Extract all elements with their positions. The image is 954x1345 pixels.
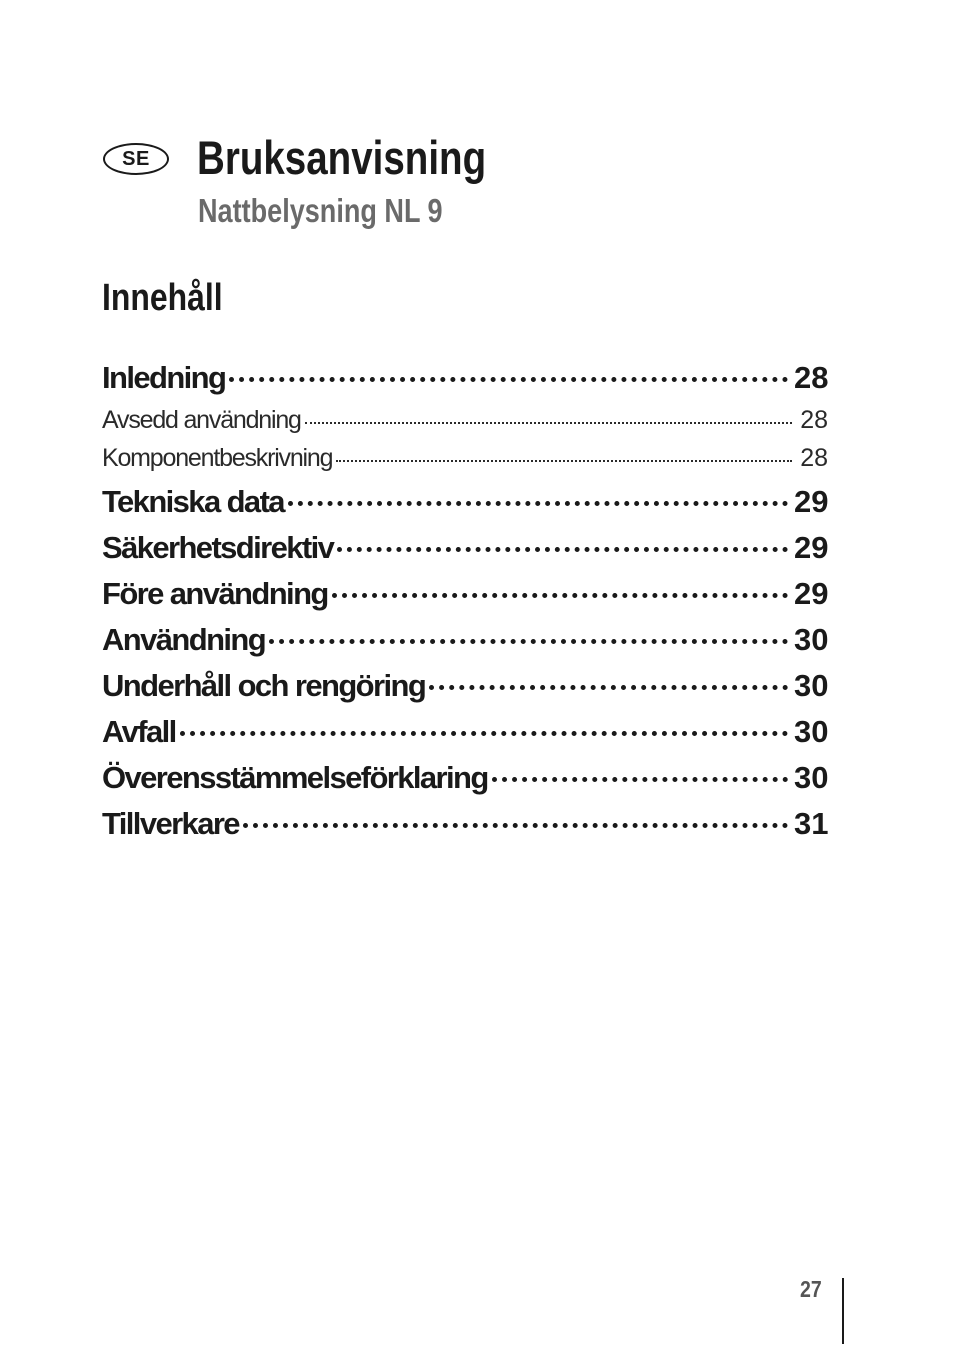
toc-dot-leader bbox=[243, 823, 788, 828]
toc-dot-leader bbox=[336, 460, 792, 462]
toc-entry[interactable] bbox=[102, 530, 828, 576]
toc-entry[interactable] bbox=[102, 714, 828, 760]
toc-heading: Innehåll bbox=[102, 277, 223, 319]
toc-entry[interactable] bbox=[102, 668, 828, 714]
toc-entry-page: 30 bbox=[794, 622, 829, 657]
page-margin-rule bbox=[842, 1278, 844, 1344]
toc-entry-label: Tekniska data bbox=[102, 484, 284, 519]
toc-dot-leader bbox=[332, 593, 788, 598]
toc-dot-leader bbox=[305, 422, 792, 424]
document-title: Bruksanvisning bbox=[197, 131, 487, 184]
toc-entry-label: Överensstämmelseförklaring bbox=[102, 760, 488, 795]
toc-entry[interactable] bbox=[102, 484, 828, 530]
toc-entry-label: Avsedd användning bbox=[102, 406, 301, 434]
toc-entry-page: 31 bbox=[794, 806, 829, 841]
toc-entry-page: 30 bbox=[794, 760, 829, 795]
toc-entry[interactable] bbox=[102, 360, 828, 406]
toc-entry-label: Komponentbeskrivning bbox=[102, 444, 333, 472]
toc-subentry[interactable] bbox=[102, 406, 828, 444]
toc-subentry[interactable] bbox=[102, 444, 828, 482]
language-badge: SE bbox=[103, 143, 169, 175]
toc-entry-label: Avfall bbox=[102, 714, 176, 749]
toc-entry-label: Inledning bbox=[102, 360, 226, 395]
toc-entry-label: Underhåll och rengöring bbox=[102, 668, 426, 703]
toc-entry-label: Före användning bbox=[102, 576, 328, 611]
toc-entry-page: 29 bbox=[794, 530, 829, 565]
toc-dot-leader bbox=[429, 685, 788, 690]
toc-entry[interactable] bbox=[102, 806, 828, 852]
toc-dot-leader bbox=[492, 777, 788, 782]
toc-dot-leader bbox=[180, 731, 788, 736]
toc-entry-label: Användning bbox=[102, 622, 266, 657]
toc-entry-page: 28 bbox=[800, 444, 828, 472]
toc-entry-page: 29 bbox=[794, 576, 829, 611]
toc-entry-page: 29 bbox=[794, 484, 829, 519]
toc-entry-page: 28 bbox=[800, 406, 828, 434]
toc-dot-leader bbox=[269, 639, 788, 644]
toc-entry-page: 30 bbox=[794, 714, 829, 749]
toc-entry-label: Tillverkare bbox=[102, 806, 239, 841]
toc-entry-page: 30 bbox=[794, 668, 829, 703]
toc-entry-label: Säkerhetsdirektiv bbox=[102, 530, 334, 565]
document-subtitle: Nattbelysning NL 9 bbox=[198, 192, 443, 229]
page-number: 27 bbox=[800, 1276, 822, 1302]
toc-entry[interactable] bbox=[102, 622, 828, 668]
toc-entry[interactable] bbox=[102, 760, 828, 806]
toc-dot-leader bbox=[229, 377, 788, 382]
toc-entry-page: 28 bbox=[794, 360, 829, 395]
toc-dot-leader bbox=[288, 501, 788, 506]
toc-dot-leader bbox=[337, 547, 788, 552]
toc-entry[interactable] bbox=[102, 576, 828, 622]
